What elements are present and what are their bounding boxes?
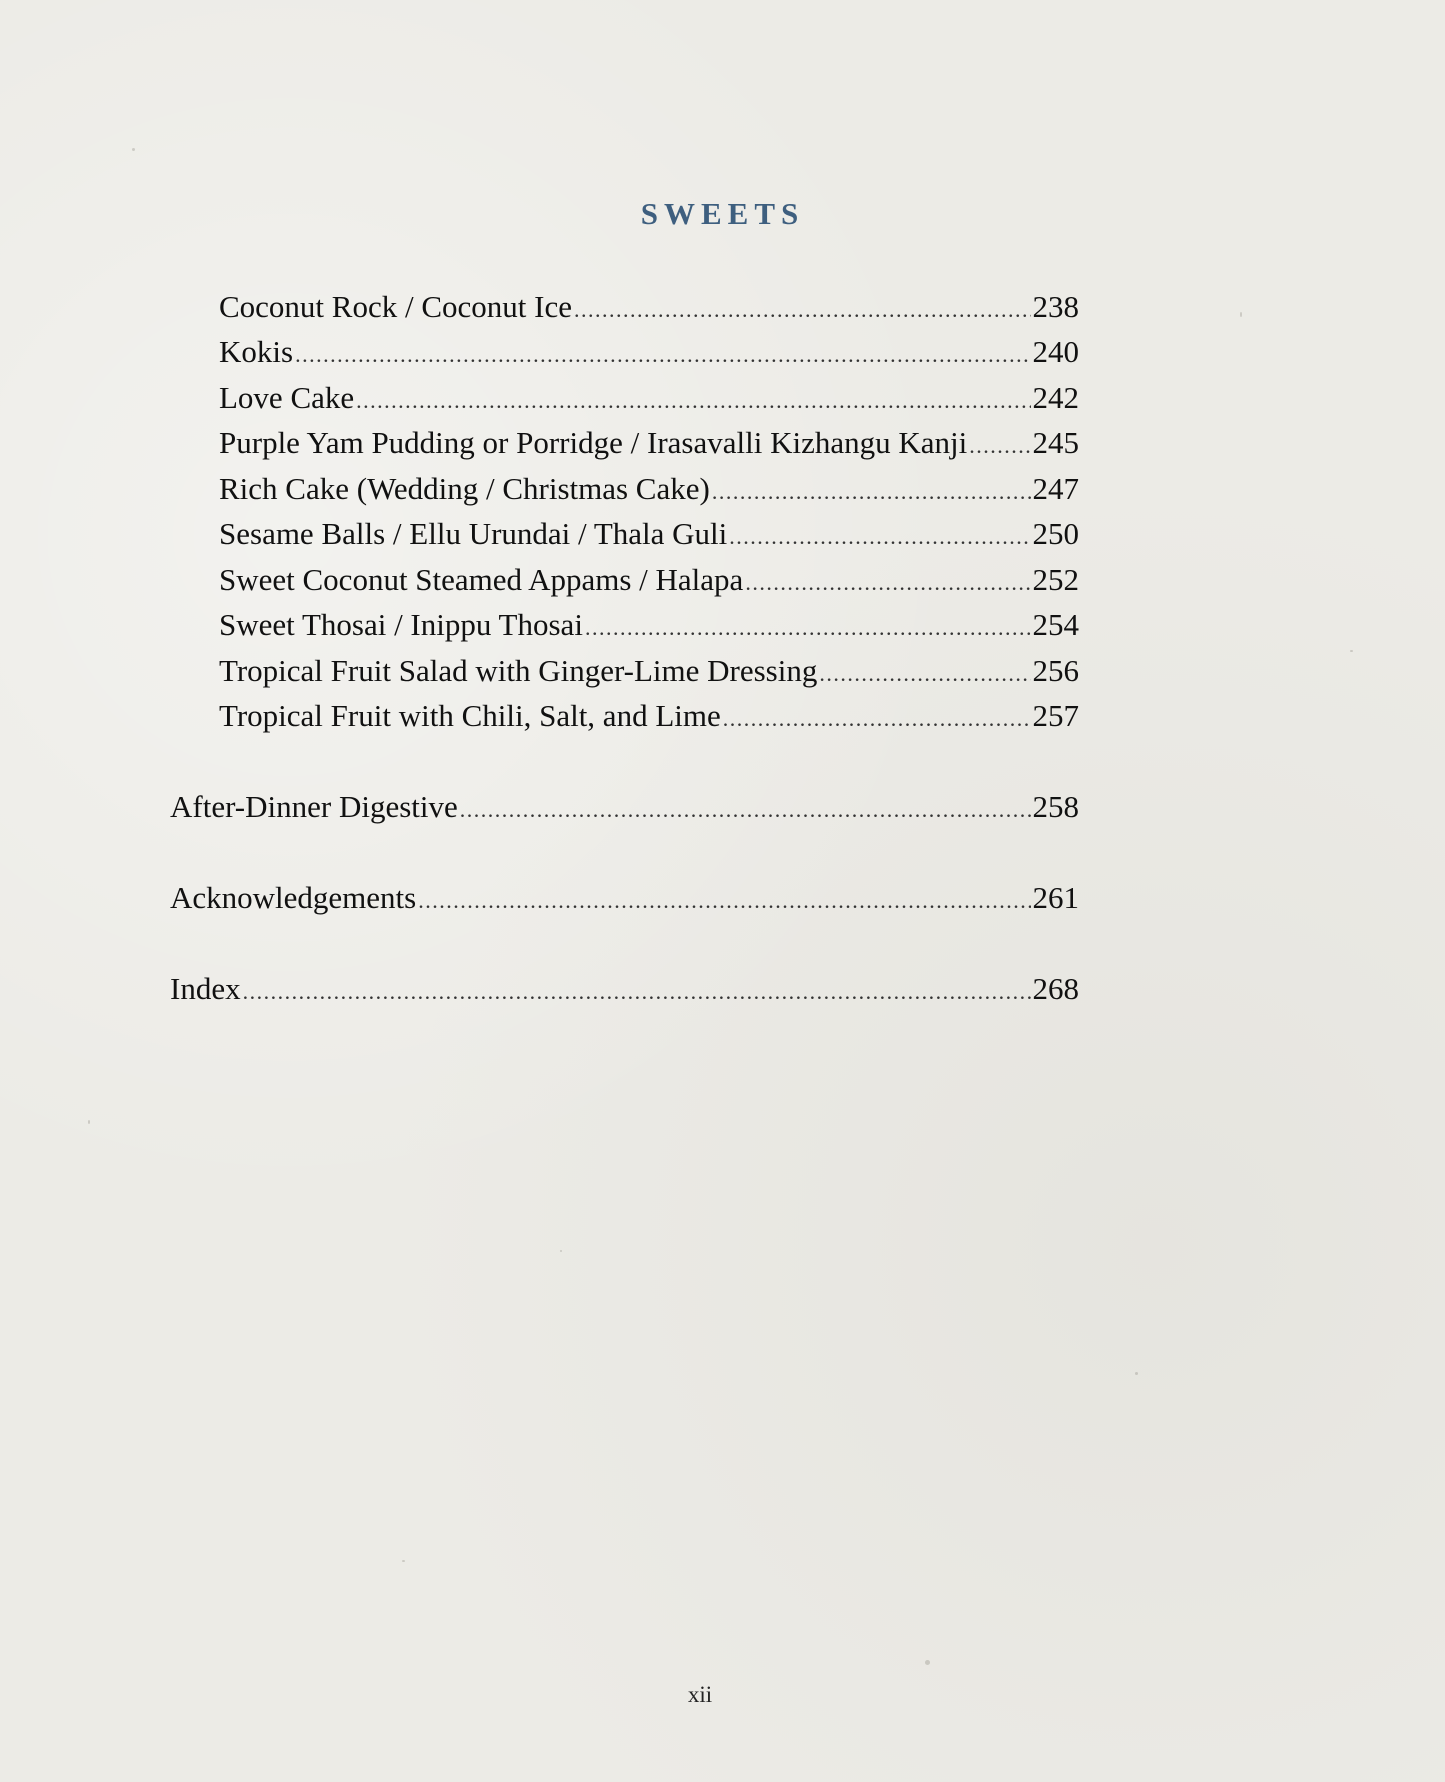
paper-fleck	[402, 1560, 405, 1562]
toc-page-number: 245	[1032, 425, 1079, 460]
section-heading: SWEETS	[640, 196, 805, 231]
dot-leader	[712, 469, 1031, 512]
dot-leader	[418, 878, 1030, 921]
toc-entry-title: Coconut Rock / Coconut Ice	[219, 289, 572, 324]
toc-main-entry[interactable]	[170, 787, 1079, 830]
dot-leader	[723, 696, 1031, 739]
toc-entry-title: Acknowledgements	[170, 880, 417, 915]
toc-entry[interactable]	[219, 696, 1079, 739]
toc-entry[interactable]	[219, 651, 1079, 694]
toc-entry-title: Sweet Coconut Steamed Appams / Halapa	[219, 562, 744, 597]
toc-entry[interactable]	[219, 469, 1079, 512]
toc-entry-title: Sesame Balls / Ellu Urundai / Thala Guli	[219, 516, 728, 551]
toc-main-entry[interactable]	[170, 878, 1079, 921]
paper-fleck	[1135, 1372, 1138, 1375]
toc-entry-title: Tropical Fruit Salad with Ginger-Lime Dressing	[219, 653, 818, 688]
paper-fleck	[1240, 312, 1242, 317]
dot-leader	[574, 287, 1031, 330]
toc-entry-title: Rich Cake (Wedding / Christmas Cake)	[219, 471, 710, 506]
toc-entry-title: Sweet Thosai / Inippu Thosai	[219, 607, 583, 642]
toc-page-number: 250	[1032, 516, 1079, 551]
toc-entry-title: Index	[170, 971, 241, 1006]
paper-fleck	[132, 148, 135, 151]
toc-page-number: 261	[1032, 880, 1079, 915]
toc-entry[interactable]	[219, 287, 1079, 330]
dot-leader	[745, 560, 1030, 603]
dot-leader	[356, 378, 1030, 421]
toc-page-number: 258	[1032, 789, 1079, 824]
dot-leader	[295, 332, 1030, 375]
dot-leader	[819, 651, 1030, 694]
toc-page-number: 256	[1032, 653, 1079, 688]
toc-page-number: 238	[1032, 289, 1079, 324]
toc-main-entry[interactable]	[170, 969, 1079, 1012]
toc-entry[interactable]	[219, 378, 1079, 421]
toc-entry-title: Love Cake	[219, 380, 355, 415]
toc-entry-title: Purple Yam Pudding or Porridge / Irasavalli Kizhangu Kanji	[219, 425, 968, 460]
dot-leader	[243, 969, 1031, 1012]
page-folio: xii	[687, 1682, 713, 1707]
toc-entry[interactable]	[219, 332, 1079, 375]
dot-leader	[585, 605, 1031, 648]
toc-page-number: 252	[1032, 562, 1079, 597]
toc-entry[interactable]	[219, 560, 1079, 603]
toc-page-number: 240	[1032, 334, 1079, 369]
toc-page-number: 257	[1032, 698, 1079, 733]
toc-page-number: 268	[1032, 971, 1079, 1006]
toc-entry-title: After-Dinner Digestive	[170, 789, 458, 824]
dot-leader	[460, 787, 1031, 830]
toc-entry[interactable]	[219, 514, 1079, 557]
toc-entry-title: Tropical Fruit with Chili, Salt, and Lime	[219, 698, 721, 733]
paper-fleck	[560, 1250, 562, 1252]
paper-fleck	[925, 1660, 930, 1665]
toc-page-number: 242	[1032, 380, 1079, 415]
paper-fleck	[1350, 650, 1353, 652]
toc-entry-title: Kokis	[219, 334, 294, 369]
toc-entry[interactable]	[219, 423, 1079, 466]
paper-fleck	[88, 1120, 90, 1124]
dot-leader	[729, 514, 1030, 557]
dot-leader	[969, 423, 1030, 466]
toc-entry[interactable]	[219, 605, 1079, 648]
toc-page-number: 254	[1032, 607, 1079, 642]
toc-page-number: 247	[1032, 471, 1079, 506]
